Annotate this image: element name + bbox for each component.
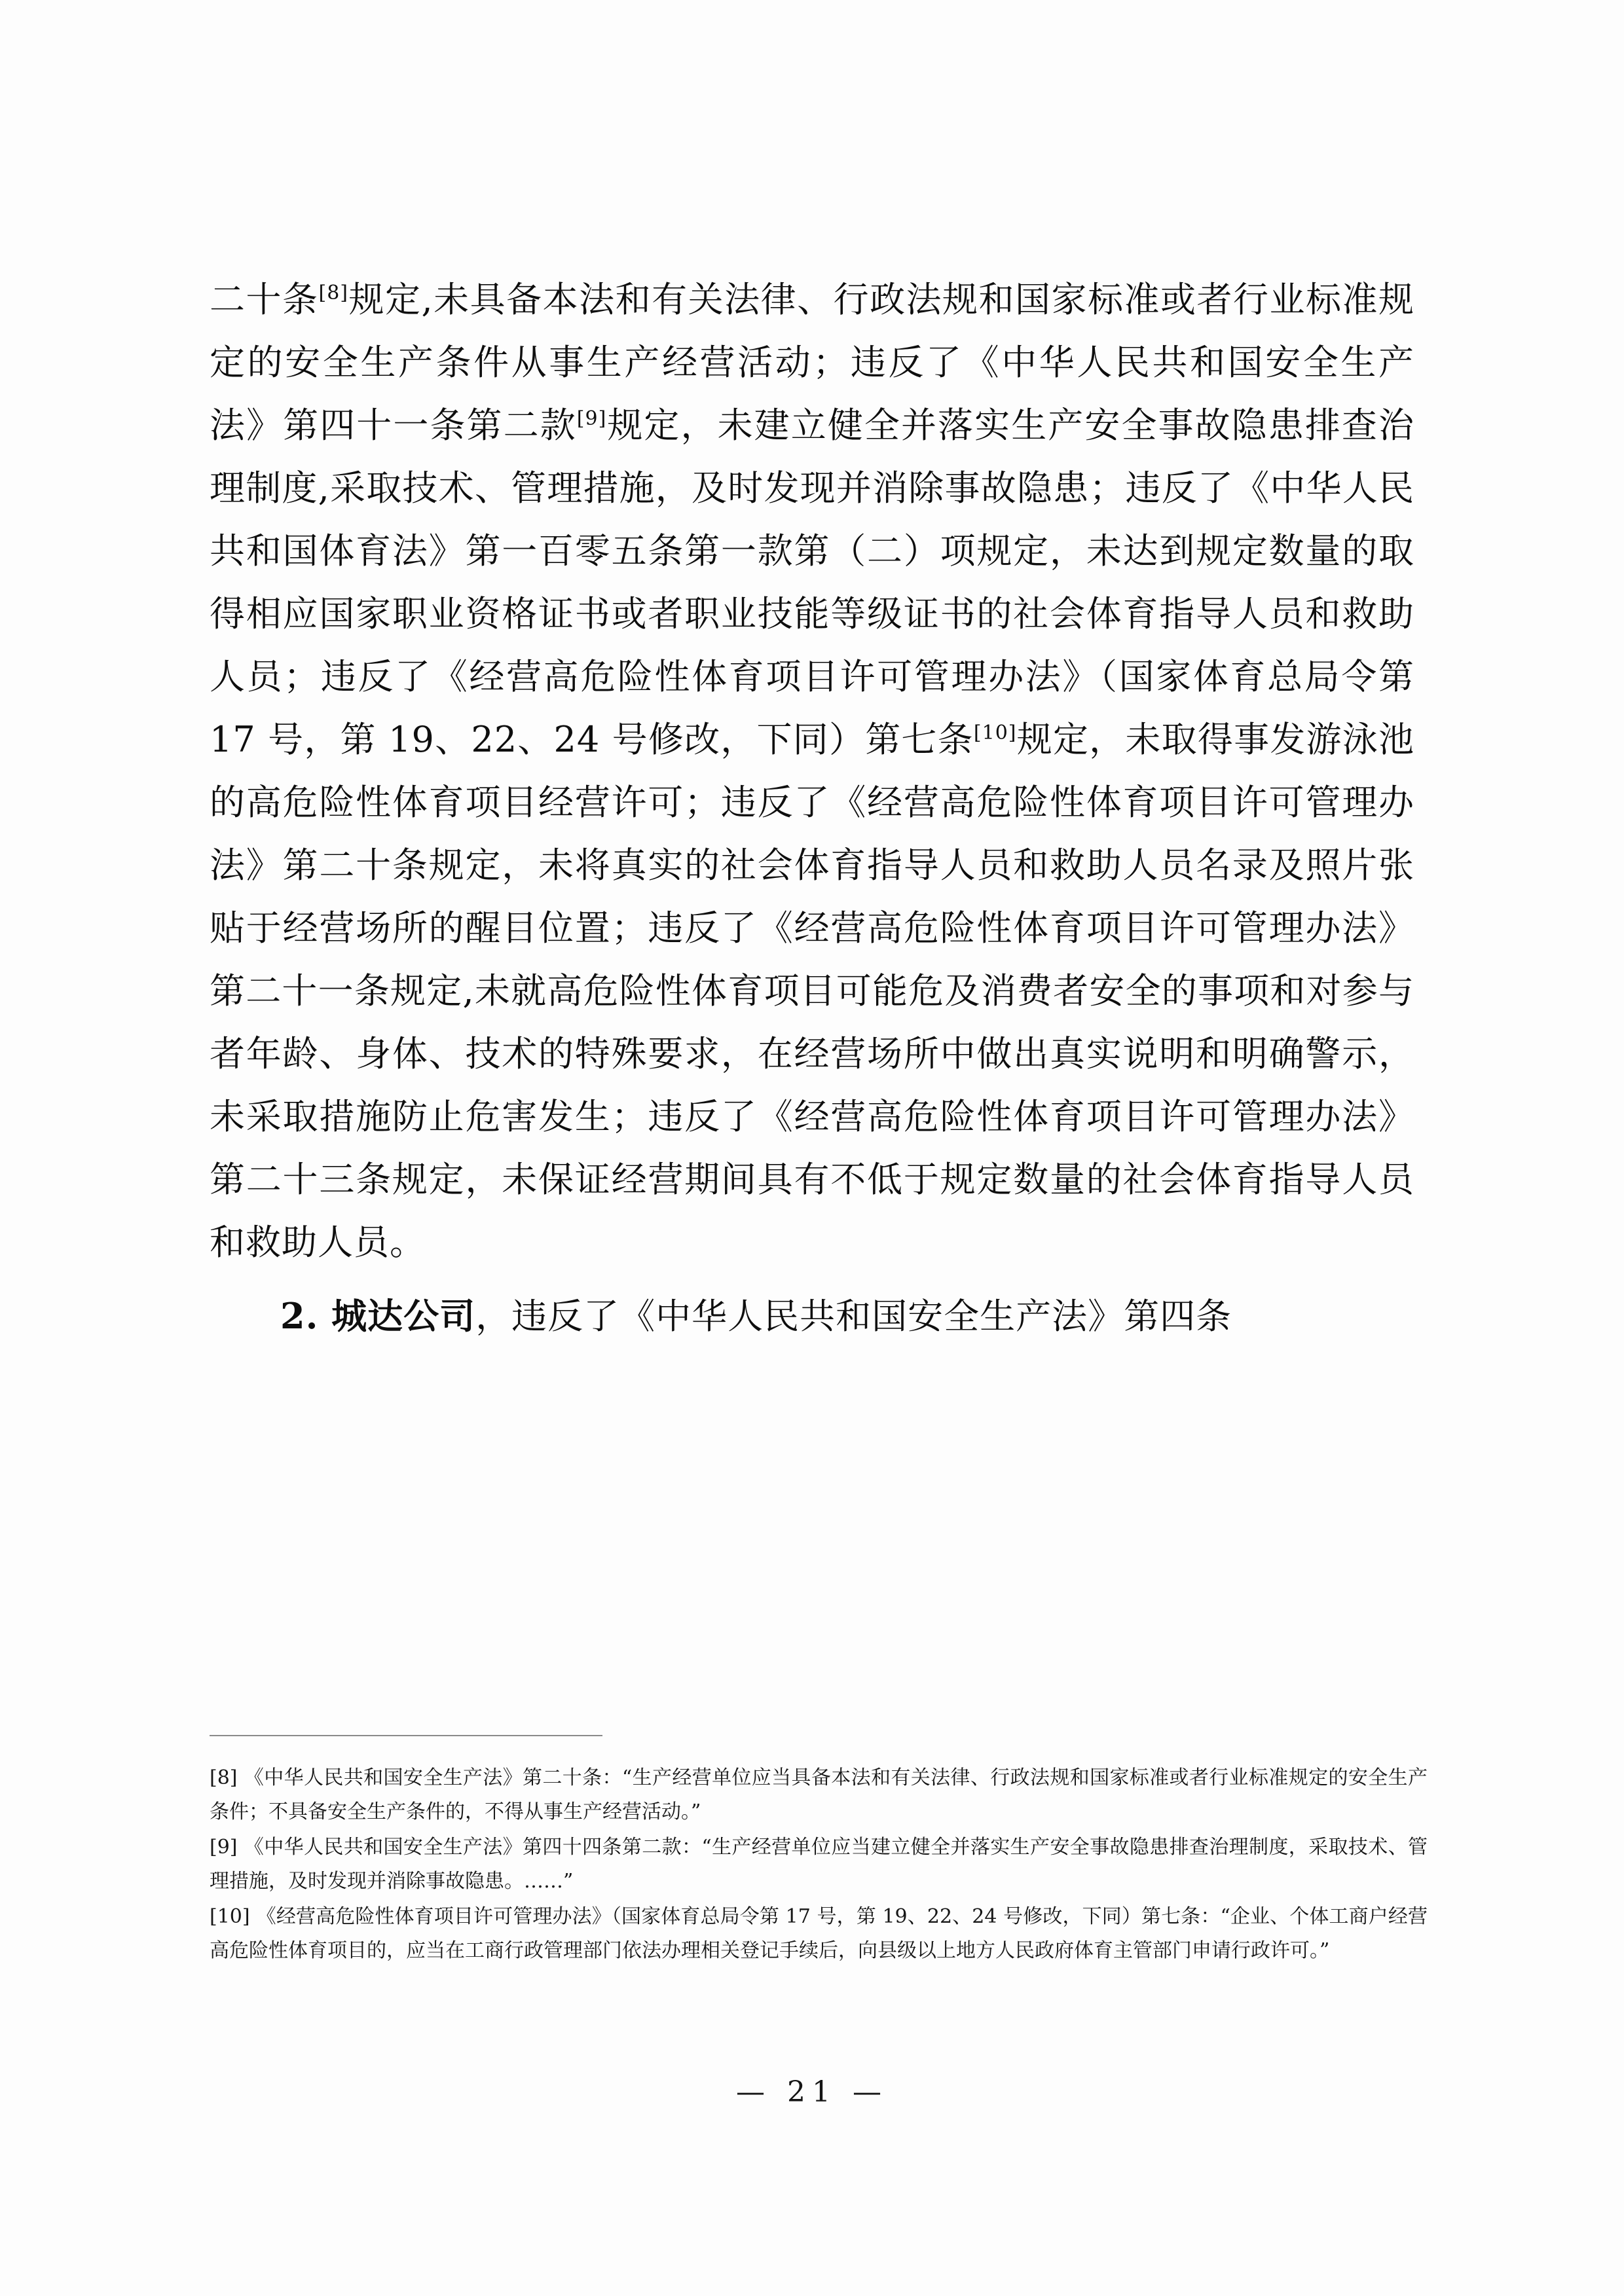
footnote-item	[210, 1831, 1428, 1899]
page-number: — 21 —	[736, 2075, 888, 2109]
footnote-item	[210, 1900, 1428, 1968]
footnote-separator-rule	[210, 1735, 602, 1736]
paragraph-text-part: ，违反了《中华人民共和国安全生产法》第四条	[475, 1296, 1232, 1337]
footnote-ref-9: [9]	[576, 407, 607, 430]
paragraph-text-part: 规定,未具备本法和有关法律、行政法规和国家标准或者行业标准规定的安全生产条件从事生产经营活动；违反了《中华人民共和国安全生产法》第四十一条第二款	[210, 279, 1414, 446]
paragraph-item-2	[210, 1285, 1414, 1348]
footnote-item	[210, 1761, 1428, 1829]
paragraph-text-part: 二十条	[210, 279, 319, 320]
footnote-ref-10: [10]	[973, 721, 1017, 744]
footnote-marker: [10]	[210, 1905, 250, 1928]
footnote-marker: [9]	[210, 1836, 238, 1859]
footnote-text: 《中华人民共和国安全生产法》第二十条：“生产经营单位应当具备本法和有关法律、行政法规和国家标准或者行业标准规定的安全生产条件；不具备安全生产条件的，不得从事生产经营活动。”	[210, 1766, 1428, 1823]
footnotes-section	[210, 1761, 1428, 1969]
document-body	[210, 268, 1414, 1348]
paragraph-continued	[210, 268, 1414, 1274]
footnote-text: 《中华人民共和国安全生产法》第四十四条第二款：“生产经营单位应当建立健全并落实生产安全事故隐患排查治理制度，采取技术、管理措施，及时发现并消除事故隐患。……”	[210, 1836, 1428, 1893]
footnote-ref-8: [8]	[318, 282, 348, 304]
footnote-marker: [8]	[210, 1766, 238, 1789]
paragraph-text-part: 规定，未取得事发游泳池的高危险性体育项目经营许可；违反了《经营高危险性体育项目许可管理办法》第二十条规定，未将真实的社会体育指导人员和救助人员名录及照片张贴于经营场所的醒目位置；违反了《经营高危险性体育项目许可管理办法》第二十一条规定,未就高危险性体育项目可能危及消费者安全的事项和对参与者年龄、身体、技术的特殊要求，在经营场所中做出真实说明和明确警示，未采取措施防止危害发生；违反了《经营高危险性体育项目许可管理办法》第二十三条规定，未保证经营期间具有不低于规定数量的社会体育指导人员和救助人员。	[210, 719, 1414, 1263]
footnote-text: 《经营高危险性体育项目许可管理办法》（国家体育总局令第 17 号，第 19、22、24 号修改，下同）第七条：“企业、个体工商户经营高危险性体育项目的，应当在工商行政管理部门依法办理相关登记手续后，向县级以上地方人民政府体育主管部门申请行政许可。”	[210, 1905, 1428, 1962]
party-name-label: 2. 城达公司	[280, 1295, 476, 1337]
paragraph-text-part: 规定，未建立健全并落实生产安全事故隐患排查治理制度,采取技术、管理措施，及时发现并消除事故隐患；违反了《中华人民共和国体育法》第一百零五条第一款第（二）项规定，未达到规定数量的取得相应国家职业资格证书或者职业技能等级证书的社会体育指导人员和救助人员；违反了《经营高危险性体育项目许可管理办法》（国家体育总局令第 17 号，第 19、22、24 号修改，下同）第七条	[210, 405, 1414, 760]
